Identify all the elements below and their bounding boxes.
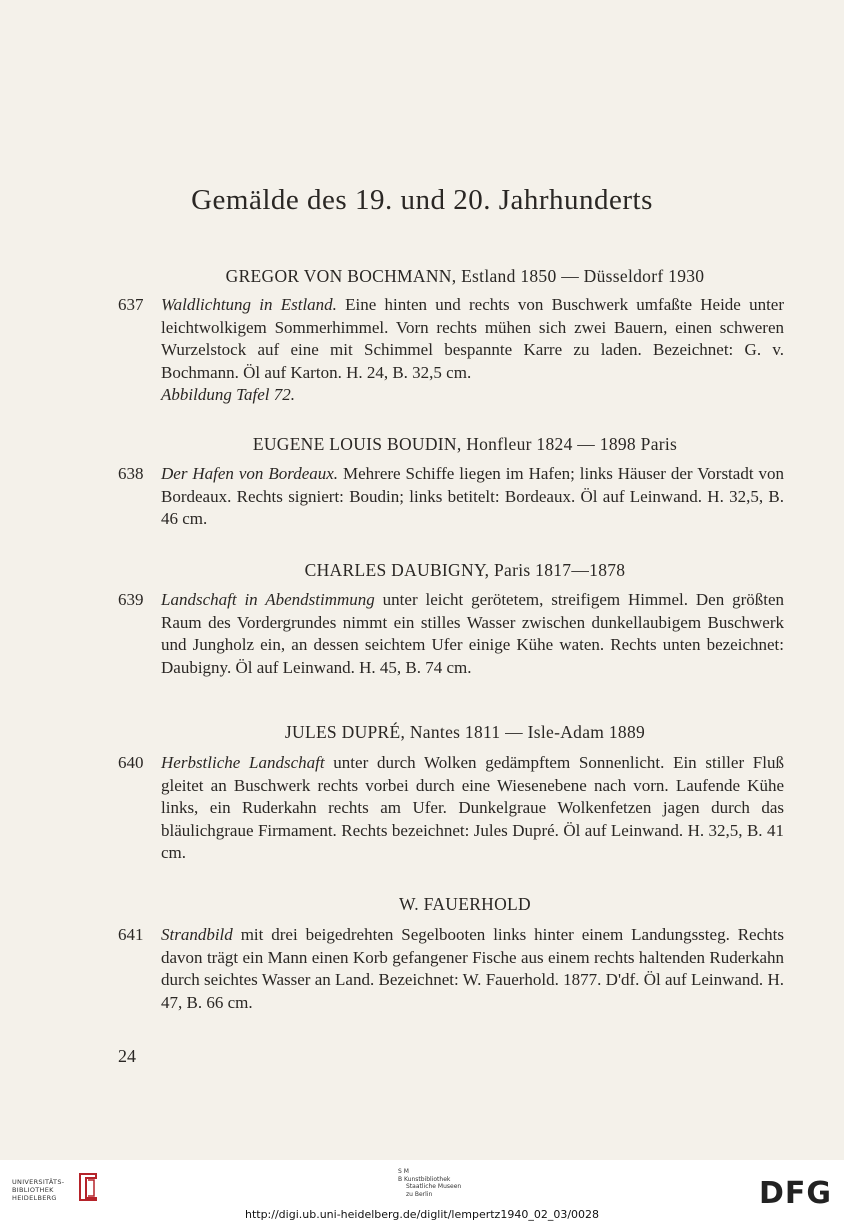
university-line: HEIDELBERG bbox=[12, 1194, 57, 1202]
lot-number: 638 bbox=[118, 464, 144, 483]
illustration-reference: Abbildung Tafel 72. bbox=[161, 385, 295, 405]
artwork-description: unter leicht gerötetem, streifigem Himmel. Den größten Raum des Vordergrundes nimmt ein stilles Wasser zwischen dunkellaubigem Buschwerk und Jungholz ein, an dessen seichtem Ufer einige Kühe waten. Rechts unten bezeichnet: Daubigny. Öl auf Leinwand. H. 45, B. 74 cm. bbox=[161, 590, 785, 677]
university-line: BIBLIOTHEK bbox=[12, 1186, 54, 1194]
entry-body bbox=[161, 752, 784, 865]
artist-heading: W. FAUERHOLD bbox=[399, 894, 531, 914]
page-heading: Gemälde des 19. und 20. Jahrhunderts bbox=[191, 184, 653, 216]
artwork-title: Landschaft in Abendstimmung bbox=[161, 590, 375, 609]
artwork-title: Strandbild bbox=[161, 925, 233, 944]
lot-number: 641 bbox=[118, 925, 144, 944]
university-library-label bbox=[12, 1178, 64, 1202]
entry-body bbox=[161, 294, 784, 407]
source-url-link[interactable]: http://digi.ub.uni-heidelberg.de/diglit/lempertz1940_02_03/0028 bbox=[244, 1208, 600, 1221]
entry-body bbox=[161, 463, 784, 531]
smb-line: S M bbox=[398, 1168, 409, 1175]
artwork-title: Herbstliche Landschaft bbox=[161, 753, 325, 772]
footer-bar bbox=[0, 1160, 844, 1222]
catalog-entry bbox=[118, 924, 784, 1014]
artist-heading: JULES DUPRÉ, Nantes 1811 — Isle-Adam 1889 bbox=[284, 722, 646, 742]
university-line: UNIVERSITÄTS- bbox=[12, 1178, 65, 1186]
smb-kunstbibliothek-label bbox=[398, 1168, 461, 1198]
artwork-title: Waldlichtung in Estland. bbox=[161, 295, 337, 314]
smb-line: zu Berlin bbox=[406, 1190, 433, 1198]
catalog-entry bbox=[118, 294, 784, 407]
lot-number: 640 bbox=[118, 753, 144, 772]
page-number: 24 bbox=[118, 1046, 136, 1066]
artwork-description: Eine hinten und rechts von Buschwerk umfaßte Heide unter leichtwolkigem Sommerhimmel. Vorn rechts mühen sich zwei Bauern, einen schweren Wurzelstock auf eine mit Schimmel bespannte Karre zu laden. Bezeichnet: G. v. Bochmann. Öl auf Karton. H. 24, B. 32,5 cm. bbox=[161, 295, 784, 382]
university-logo-icon bbox=[76, 1172, 100, 1202]
catalog-entry bbox=[118, 752, 784, 865]
artwork-description: unter durch Wolken gedämpftem Sonnenlicht. Ein stiller Fluß gleitet an Buschwerk rechts vorbei durch eine Wiesenebene nach vorn. Laufende Kühe links, ein Ruderkahn rechts am Ufer. Dunkelgraue Wolkenfetzen jagen durch das bläulichgraue Firmament. Rechts bezeichnet: Jules Dupré. Öl auf Leinwand. H. 32,5, B. 41 cm. bbox=[161, 753, 784, 863]
entry-body bbox=[161, 589, 784, 679]
smb-line: B Kunstbibliothek bbox=[398, 1175, 451, 1183]
lot-number: 639 bbox=[118, 590, 144, 609]
dfg-logo: DFG bbox=[758, 1176, 832, 1211]
artwork-title: Der Hafen von Bordeaux. bbox=[161, 464, 339, 483]
smb-line: Staatliche Museen bbox=[406, 1183, 462, 1190]
artist-heading: CHARLES DAUBIGNY, Paris 1817—1878 bbox=[304, 560, 626, 580]
artwork-description: Mehrere Schiffe liegen im Hafen; links Häuser der Vorstadt von Bordeaux. Rechts signiert: Boudin; links betitelt: Bordeaux. Öl auf Leinwand. H. 32,5, B. 46 cm. bbox=[161, 464, 784, 529]
artwork-description: mit drei beigedrehten Segelbooten links hinter einem Landungssteg. Rechts davon trägt ein Mann einen Korb gefangener Fische aus einem rechts haltenden Ruderkahn durch seichtes Wasser an Land. Bezeichnet: W. Fauerhold. 1877. D'df. Öl auf Leinwand. H. 47, B. 66 cm. bbox=[161, 925, 784, 1012]
artist-heading: EUGENE LOUIS BOUDIN, Honfleur 1824 — 1898 Paris bbox=[252, 434, 678, 454]
catalog-entry bbox=[118, 463, 784, 531]
catalog-entry bbox=[118, 589, 784, 679]
artist-heading: GREGOR VON BOCHMANN, Estland 1850 — Düsseldorf 1930 bbox=[225, 266, 705, 286]
lot-number: 637 bbox=[118, 295, 144, 314]
entry-body bbox=[161, 924, 784, 1014]
